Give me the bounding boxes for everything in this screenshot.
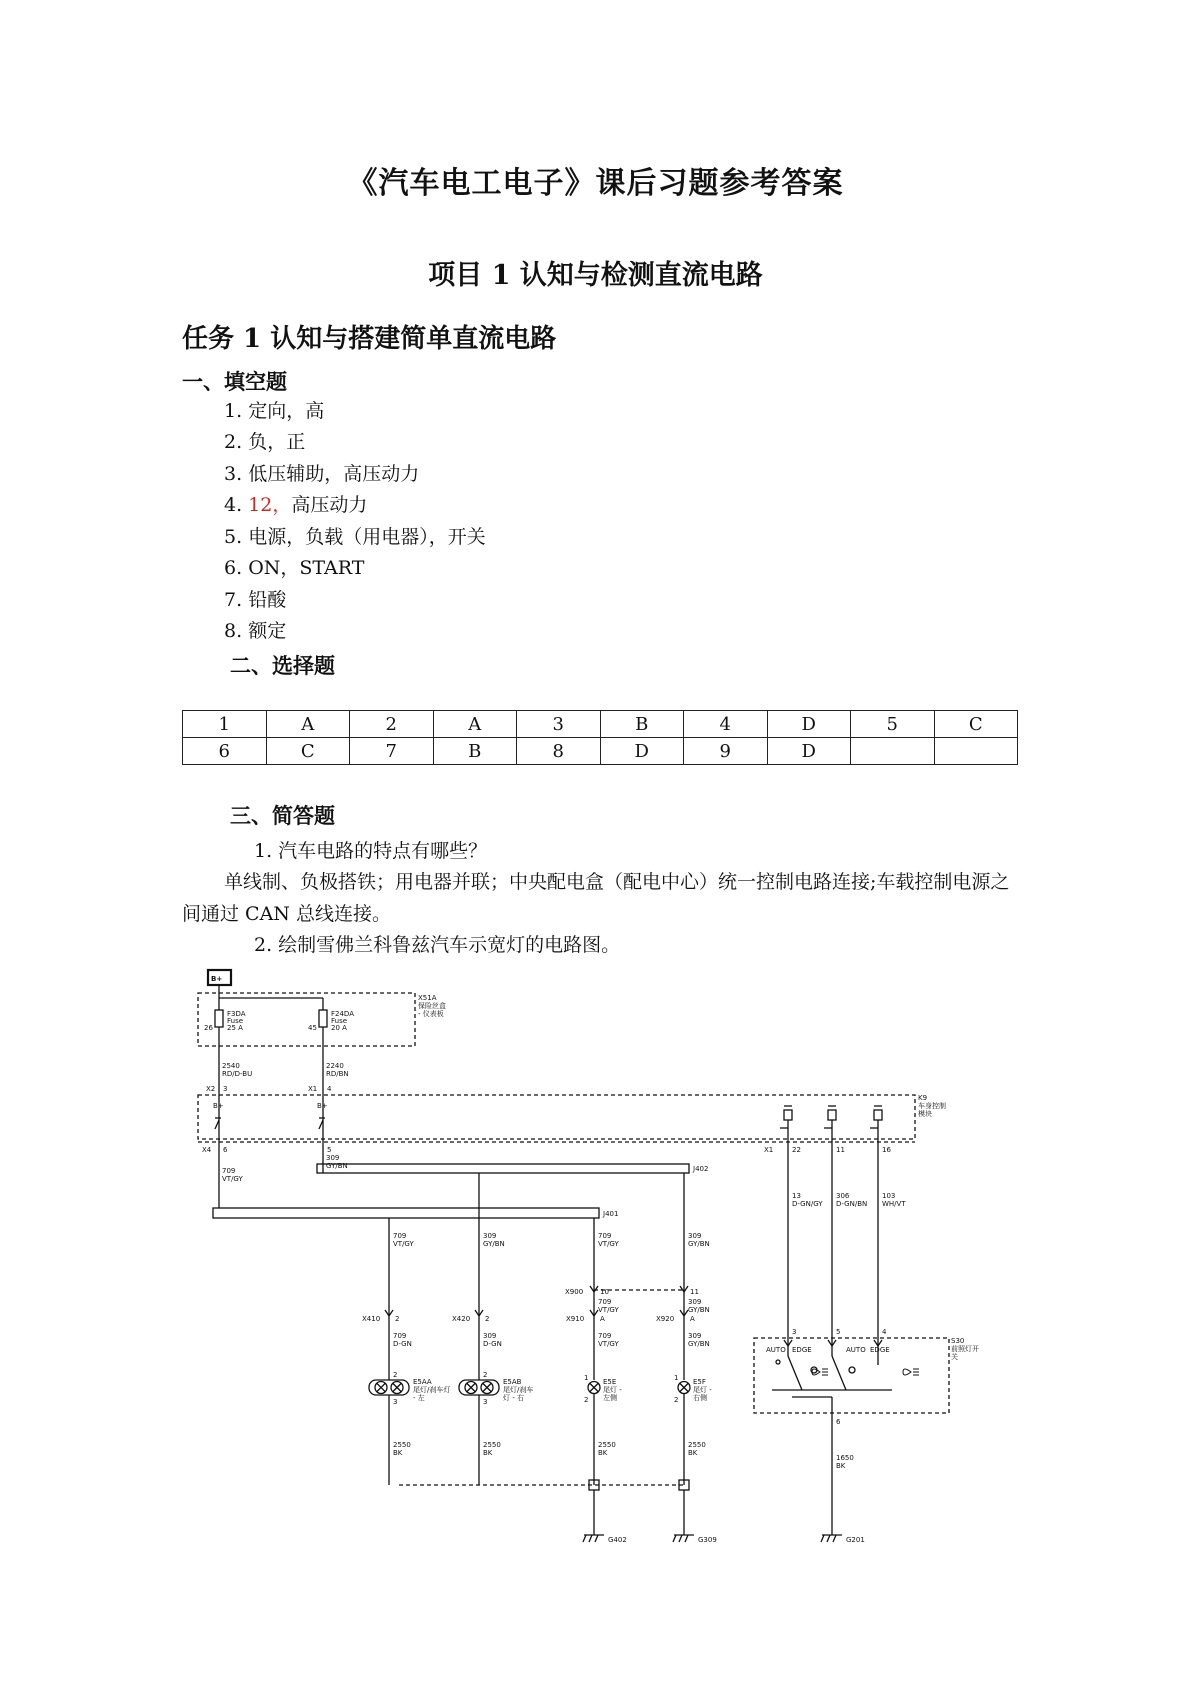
fuse-f3da-label: 25 A <box>227 1024 243 1032</box>
table-cell: 4 <box>684 711 768 738</box>
answer-item: 7. 铅酸 <box>224 589 287 611</box>
wire-label: 709 <box>393 1232 407 1240</box>
answer-item: 1. 定向，高 <box>224 400 325 422</box>
lamp-e5f-label: 右侧 <box>693 1394 707 1402</box>
wire-label: VT/GY <box>598 1240 619 1248</box>
connector-pin: 3 <box>223 1085 228 1093</box>
table-cell: A <box>433 711 517 738</box>
wire-label: VT/GY <box>598 1306 619 1314</box>
connector-label: X1 <box>764 1146 774 1154</box>
headlamp-icon <box>903 1369 911 1375</box>
connector-pin: 22 <box>792 1146 801 1154</box>
question-1: 1. 汽车电路的特点有哪些？ <box>254 840 488 862</box>
x51a-label: 保险丝盒 <box>418 1002 446 1010</box>
table-cell: 2 <box>350 711 434 738</box>
lamp-pin: 1 <box>584 1374 589 1382</box>
s30-label: S30 <box>951 1337 965 1345</box>
wire-label: D-GN/BN <box>836 1200 868 1208</box>
fuse-f24da-label: F24DA <box>331 1010 354 1018</box>
connector-label: X2 <box>206 1085 216 1093</box>
table-cell: 9 <box>684 738 768 765</box>
wire-label: 309 <box>688 1298 702 1306</box>
table-cell: 7 <box>350 738 434 765</box>
answer-item: 4. 12，高压动力 <box>224 494 368 516</box>
wire-label: BK <box>393 1449 403 1457</box>
table-cell: 1 <box>183 711 267 738</box>
wire-label: D-GN <box>483 1340 502 1348</box>
lamp-pin: 1 <box>674 1374 679 1382</box>
table-cell: C <box>934 711 1018 738</box>
lamp-e5ab-label: E5AB <box>503 1378 522 1386</box>
wire-label: 709 <box>598 1298 612 1306</box>
wire-label: 709 <box>598 1332 612 1340</box>
wire-label: 309 <box>483 1232 497 1240</box>
wire-label: BK <box>483 1449 493 1457</box>
wire-label: 2540 <box>222 1062 240 1070</box>
connector-pin: 11 <box>836 1146 845 1154</box>
taillight-circuit-diagram <box>180 960 979 1560</box>
table-cell: D <box>767 738 851 765</box>
table-row <box>183 738 1018 765</box>
wire-label: BK <box>836 1462 846 1470</box>
section-heading-choice: 二、选择题 <box>230 653 335 678</box>
wire-label: 1650 <box>836 1454 854 1462</box>
s30-label: 前照灯开 <box>951 1345 979 1353</box>
question-2: 2. 绘制雪佛兰科鲁兹汽车示宽灯的电路图。 <box>254 934 621 956</box>
x51a-label: X51A <box>418 994 437 1002</box>
wire-label: 2550 <box>483 1441 501 1449</box>
project-title: 项目 1 认知与检测直流电路 <box>428 260 763 291</box>
table-cell: B <box>600 711 684 738</box>
fuse-f24da-label: Fuse <box>331 1017 348 1025</box>
page-title: 《汽车电工电子》课后习题参考答案 <box>347 166 844 201</box>
answer-item: 3. 低压辅助，高压动力 <box>224 463 420 485</box>
body-control-module-k9 <box>198 1095 915 1139</box>
lamp-pin: 2 <box>483 1371 488 1379</box>
wire-label: BK <box>688 1449 698 1457</box>
switch-pin: 5 <box>836 1328 841 1336</box>
fuse-f24da-label: 20 A <box>331 1024 347 1032</box>
lamp-e5ab-label: 尾灯/刹车 <box>503 1386 534 1394</box>
k9-label: 车身控制 <box>918 1102 946 1110</box>
wire-label: GY/BN <box>688 1340 710 1348</box>
connector-label: X410 <box>362 1315 381 1323</box>
s30-label: 关 <box>951 1353 958 1361</box>
table-cell: C <box>266 738 350 765</box>
choice-answer-table <box>182 710 1018 765</box>
lamp-pin: 3 <box>393 1398 398 1406</box>
connector-label: X420 <box>452 1315 471 1323</box>
k9-label: K9 <box>918 1094 928 1102</box>
wire-label: GY/BN <box>688 1240 710 1248</box>
connector-pin: A <box>600 1315 605 1323</box>
table-cell: B <box>433 738 517 765</box>
lamp-e5aa-label: E5AA <box>413 1378 432 1386</box>
fuse-f24da-pin: 45 <box>308 1024 317 1032</box>
answer-item: 5. 电源，负载（用电器），开关 <box>224 526 486 548</box>
switch-position-label: AUTO <box>846 1346 866 1354</box>
wire-label: 2550 <box>393 1441 411 1449</box>
answer-item: 6. ON，START <box>224 557 365 579</box>
connector-label: X4 <box>202 1146 212 1154</box>
wire-label: 309 <box>326 1154 340 1162</box>
wire-label: D-GN/GY <box>792 1200 823 1208</box>
ground-label: G309 <box>698 1536 717 1544</box>
switch-pin: 3 <box>792 1328 797 1336</box>
connector-pin: 16 <box>882 1146 891 1154</box>
wire-label: WH/VT <box>882 1200 906 1208</box>
wire-label: D-GN <box>393 1340 412 1348</box>
fuse-f3da-pin: 26 <box>204 1024 213 1032</box>
lamp-e5aa-label: - 左 <box>413 1394 425 1402</box>
wire-label: VT/GY <box>393 1240 414 1248</box>
switch-pin: 6 <box>836 1418 841 1426</box>
lamp-e5e-label: 尾灯 - <box>603 1386 622 1394</box>
wire-label: RD/BN <box>326 1070 349 1078</box>
lamp-e5aa-label: 尾灯/刹车灯 <box>413 1386 451 1394</box>
answer-item: 2. 负，正 <box>224 431 306 453</box>
table-row <box>183 711 1018 738</box>
wire-label: VT/GY <box>222 1175 243 1183</box>
table-cell: A <box>266 711 350 738</box>
wire-label: 2550 <box>598 1441 616 1449</box>
wire-label: 2550 <box>688 1441 706 1449</box>
wire-label: 309 <box>688 1332 702 1340</box>
connector-pin: 5 <box>327 1146 332 1154</box>
table-cell <box>934 738 1018 765</box>
section-heading-fill-blank: 一、填空题 <box>182 369 287 394</box>
highlighted-answer: 12， <box>248 494 292 516</box>
ground-label: G201 <box>846 1536 865 1544</box>
wire-label: GY/BN <box>483 1240 505 1248</box>
connector-pin: A <box>690 1315 695 1323</box>
wire-label: 2240 <box>326 1062 344 1070</box>
x51a-label: - 仪表板 <box>418 1010 444 1018</box>
table-cell: D <box>600 738 684 765</box>
table-cell: 5 <box>851 711 935 738</box>
lamp-pin: 2 <box>674 1396 679 1404</box>
wire-label: 306 <box>836 1192 850 1200</box>
connector-pin: 10 <box>600 1288 609 1296</box>
splice-label: J401 <box>603 1210 619 1218</box>
wire-label: 309 <box>483 1332 497 1340</box>
lamp-pin: 2 <box>393 1371 398 1379</box>
fuse-f3da-label: F3DA <box>227 1010 246 1018</box>
lamp-pin: 2 <box>584 1396 589 1404</box>
switch-position-label: EDGE <box>870 1346 890 1354</box>
wire-label: RD/D-BU <box>222 1070 253 1078</box>
wire-label: 103 <box>882 1192 896 1200</box>
table-cell: 8 <box>517 738 601 765</box>
lamp-pin: 3 <box>483 1398 488 1406</box>
lamp-e5e-label: 左侧 <box>603 1394 617 1402</box>
connector-pin: 4 <box>327 1085 332 1093</box>
lamp-e5f-label: 尾灯 - <box>693 1386 712 1394</box>
ground-label: G402 <box>608 1536 627 1544</box>
table-cell: 3 <box>517 711 601 738</box>
wire-label: GY/BN <box>688 1306 710 1314</box>
fuse-f3da-symbol <box>215 1010 223 1027</box>
connector-label: X920 <box>656 1315 675 1323</box>
fuse-f3da-label: Fuse <box>227 1017 244 1025</box>
connector-pin: 6 <box>223 1146 228 1154</box>
task-title: 任务 1 认知与搭建简单直流电路 <box>182 324 557 354</box>
table-cell: D <box>767 711 851 738</box>
wire-label: 709 <box>598 1232 612 1240</box>
connector-label: X900 <box>565 1288 584 1296</box>
bplus-pin-label: B+ <box>213 1102 224 1110</box>
wire-label: VT/GY <box>598 1340 619 1348</box>
fuse-f24da-symbol <box>319 1010 327 1027</box>
bplus-pin-label: B+ <box>317 1102 328 1110</box>
lamp-e5e-label: E5E <box>603 1378 617 1386</box>
lamp-e5f-label: E5F <box>693 1378 706 1386</box>
k9-label: 模块 <box>918 1110 932 1118</box>
splice-label: J402 <box>693 1165 709 1173</box>
switch-position-label: EDGE <box>792 1346 812 1354</box>
section-heading-short-answer: 三、简答题 <box>230 803 335 828</box>
answer-item: 8. 额定 <box>224 620 287 642</box>
wire-label: 709 <box>393 1332 407 1340</box>
wire-label: 13 <box>792 1192 801 1200</box>
answer-1: 单线制、负极搭铁；用电器并联；中央配电盒（配电中心）统一控制电路连接;车载控制电源之间通过 CAN 总线连接。 <box>182 871 1010 925</box>
table-cell <box>851 738 935 765</box>
switch-position-label: AUTO <box>766 1346 786 1354</box>
connector-label: X910 <box>566 1315 585 1323</box>
table-cell: 6 <box>183 738 267 765</box>
connector-pin: 11 <box>690 1288 699 1296</box>
wire-label: 709 <box>222 1167 236 1175</box>
wire-label: GY/BN <box>326 1162 348 1170</box>
connector-pin: 2 <box>485 1315 490 1323</box>
connector-pin: 2 <box>395 1315 400 1323</box>
wire-label: BK <box>598 1449 608 1457</box>
bplus-label: B+ <box>211 975 223 983</box>
connector-label: X1 <box>308 1085 318 1093</box>
wire-label: 309 <box>688 1232 702 1240</box>
lamp-e5ab-label: 灯 - 右 <box>503 1394 524 1402</box>
switch-pin: 4 <box>882 1328 887 1336</box>
